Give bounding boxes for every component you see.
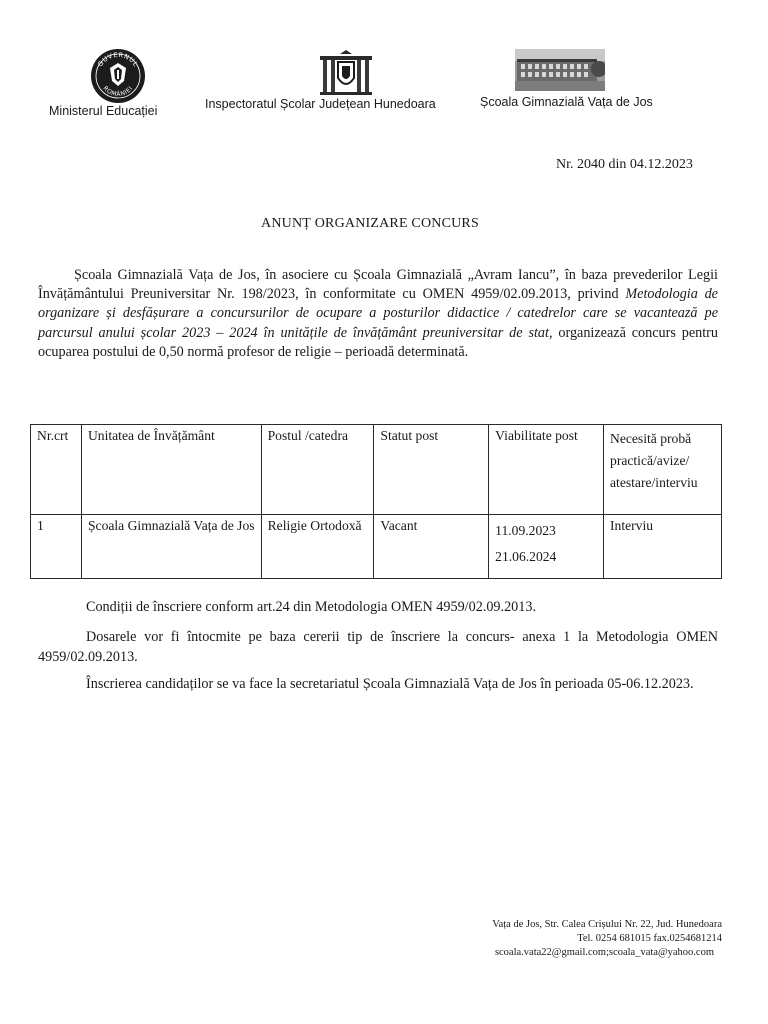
cell-test: Interviu (604, 515, 722, 579)
school-building-photo-icon (515, 49, 605, 91)
inspectorate-name: Inspectoratul Școlar Județean Hunedoara (205, 97, 436, 111)
header-post: Postul /catedra (261, 425, 374, 515)
government-of-romania-seal-icon (90, 48, 146, 104)
header-nr: Nr.crt (31, 425, 82, 515)
conditions-paragraph: Condiții de înscriere conform art.24 din Metodologia OMEN 4959/02.09.2013. (86, 599, 536, 615)
intro-text-part1: Școala Gimnazială Vața de Jos, în asociere cu Școala Gimnazială „Avram Iancu”, în baza prevederilor Legii Învățământului Preuniversitar Nr. 198/2023, în conformitate cu OMEN 4959/02.09.2013, privind (38, 267, 718, 303)
header-test-line2: atestare/interviu (610, 475, 698, 490)
inspectorate-logo (318, 50, 374, 96)
header-viability: Viabilitate post (489, 425, 604, 515)
footer-contact (492, 918, 722, 960)
cell-nr: 1 (31, 515, 82, 579)
header-test-required (604, 425, 722, 515)
intro-methodology-title: Metodologia de organizare și desfășurare a concursurilor de ocupare a posturilor didactice / catedrelor care se vacantează pe parcursul anului școlar 2023 – 2024 în unitățile de învățământ preuniversitar de stat (38, 286, 718, 341)
inspectorate-crest-icon (318, 50, 374, 96)
gov-logo-bottom-text: ROMÂNIEI (101, 84, 135, 99)
table-header-row (31, 425, 722, 515)
competition-table (30, 424, 722, 579)
cell-status: Vacant (374, 515, 489, 579)
header-test-line1: Necesită probă practică/avize/ (610, 431, 692, 468)
school-photo (515, 49, 605, 91)
registration-paragraph: Înscrierea candidaților se va face la secretariatul Școala Gimnazială Vața de Jos în perioada 05-06.12.2023. (86, 676, 694, 692)
footer-email: scoala.vata22@gmail.com;scoala_vata@yahoo.com (494, 947, 714, 958)
footer-address: Vața de Jos, Str. Calea Crișului Nr. 22, Jud. Hunedoara (492, 919, 722, 930)
documents-paragraph: Dosarele vor fi întocmite pe baza cererii tip de înscriere la concurs- anexa 1 la Metodologia OMEN 4959/02.09.2013. (38, 629, 718, 665)
viability-start-date: 11.09.2023 (495, 523, 556, 538)
announcement-title: ANUNȚ ORGANIZARE CONCURS (261, 216, 479, 231)
intro-paragraph (38, 266, 718, 362)
gov-logo-top-text: GUVERNUL (96, 50, 140, 69)
intro-text-part2: , organizează concurs pentru ocuparea postului de 0,50 normă profesor de religie – perioadă determinată. (38, 324, 718, 360)
cell-post: Religie Ortodoxă (261, 515, 374, 579)
school-name: Școala Gimnazială Vața de Jos (480, 95, 653, 109)
table-row (31, 515, 722, 579)
viability-end-date: 21.06.2024 (495, 549, 557, 564)
cell-unit: Școala Gimnazială Vața de Jos (81, 515, 261, 579)
header-status: Statut post (374, 425, 489, 515)
ministry-name: Ministerul Educației (49, 104, 158, 118)
cell-viability (489, 515, 604, 579)
document-reference-number: Nr. 2040 din 04.12.2023 (556, 157, 693, 172)
footer-phone: Tel. 0254 681015 fax.0254681214 (577, 933, 722, 944)
government-logo (90, 48, 146, 104)
header-unit: Unitatea de Învățământ (81, 425, 261, 515)
